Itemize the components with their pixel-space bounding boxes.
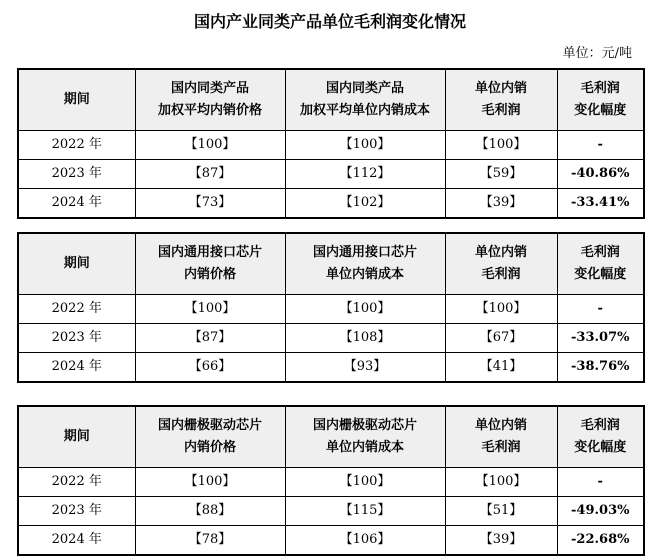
cell-price: 【100】 [135,295,285,324]
cell-change: -38.76% [557,353,644,383]
cell-price: 【88】 [135,497,285,526]
header-unit-profit: 单位内销 毛利润 [445,69,557,131]
cell-cost: 【115】 [285,497,445,526]
header-period: 期间 [18,69,135,131]
header-price: 国内同类产品 加权平均内销价格 [135,69,285,131]
cell-profit: 【100】 [445,131,557,160]
table-row [18,131,644,160]
cell-change: -40.86% [557,160,644,189]
table-header-row [18,69,644,131]
cell-profit: 【100】 [445,468,557,497]
cell-profit: 【39】 [445,189,557,219]
cell-year: 2024 年 [18,353,135,383]
cell-profit: 【39】 [445,526,557,556]
cell-cost: 【100】 [285,295,445,324]
cell-profit: 【100】 [445,295,557,324]
table-row [18,160,644,189]
page-title: 国内产业同类产品单位毛利润变化情况 [193,12,466,31]
cell-profit: 【51】 [445,497,557,526]
table-gate-driver-chips [17,405,645,556]
header-unit-profit: 单位内销 毛利润 [445,233,557,295]
cell-change: - [557,468,644,497]
cell-change: - [557,131,644,160]
table-row [18,189,644,219]
cell-change: -49.03% [557,497,644,526]
unit-label: 单位：元/吨 [562,46,632,61]
header-price: 国内栅极驱动芯片 内销价格 [135,406,285,468]
cell-year: 2024 年 [18,526,135,556]
table-domestic-like-products [17,68,645,219]
cell-year: 2023 年 [18,160,135,189]
table-row [18,295,644,324]
table-row [18,468,644,497]
table-header-row [18,406,644,468]
cell-cost: 【93】 [285,353,445,383]
cell-profit: 【41】 [445,353,557,383]
cell-cost: 【100】 [285,131,445,160]
table-row [18,497,644,526]
header-profit-change: 毛利润 变化幅度 [557,233,644,295]
header-cost: 国内同类产品 加权平均单位内销成本 [285,69,445,131]
cell-year: 2022 年 [18,131,135,160]
header-unit-profit: 单位内销 毛利润 [445,406,557,468]
header-profit-change: 毛利润 变化幅度 [557,69,644,131]
cell-cost: 【108】 [285,324,445,353]
cell-year: 2023 年 [18,497,135,526]
table-header-row [18,233,644,295]
table-row [18,324,644,353]
table-row [18,526,644,556]
cell-cost: 【112】 [285,160,445,189]
cell-price: 【73】 [135,189,285,219]
cell-profit: 【67】 [445,324,557,353]
header-cost: 国内通用接口芯片 单位内销成本 [285,233,445,295]
cell-change: -22.68% [557,526,644,556]
cell-change: -33.07% [557,324,644,353]
cell-change: - [557,295,644,324]
cell-price: 【78】 [135,526,285,556]
cell-price: 【100】 [135,131,285,160]
cell-price: 【100】 [135,468,285,497]
header-price: 国内通用接口芯片 内销价格 [135,233,285,295]
table-interface-chips [17,232,645,383]
header-profit-change: 毛利润 变化幅度 [557,406,644,468]
header-period: 期间 [18,233,135,295]
cell-price: 【87】 [135,324,285,353]
cell-price: 【66】 [135,353,285,383]
cell-cost: 【102】 [285,189,445,219]
cell-year: 2024 年 [18,189,135,219]
header-cost: 国内栅极驱动芯片 单位内销成本 [285,406,445,468]
cell-cost: 【106】 [285,526,445,556]
table-row [18,353,644,383]
cell-profit: 【59】 [445,160,557,189]
cell-price: 【87】 [135,160,285,189]
cell-cost: 【100】 [285,468,445,497]
header-period: 期间 [18,406,135,468]
cell-year: 2022 年 [18,295,135,324]
cell-change: -33.41% [557,189,644,219]
cell-year: 2022 年 [18,468,135,497]
cell-year: 2023 年 [18,324,135,353]
